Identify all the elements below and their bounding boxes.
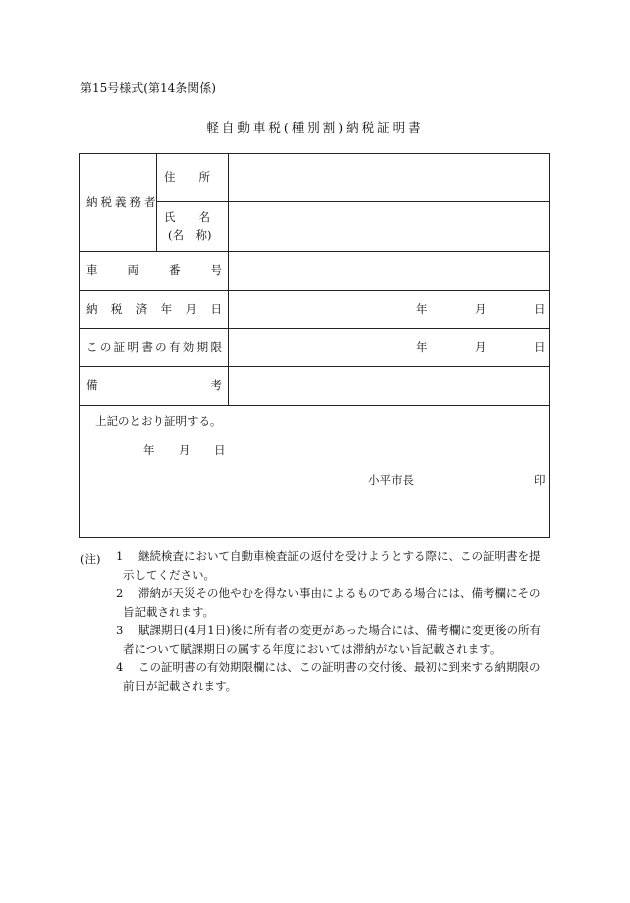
label-char: 車 xyxy=(86,263,98,277)
validity-month: 月 xyxy=(475,340,487,354)
row-divider xyxy=(79,251,550,252)
label-char: 効 xyxy=(182,340,195,354)
label-char: 限 xyxy=(210,340,222,354)
note-number: 1 xyxy=(116,549,124,563)
note-text: 継続検査において自動車検査証の返付を受けようとする際に、この証明書を提 xyxy=(138,549,541,563)
note-text: 賦課期日(4月1日)後に所有者の変更があった場合には、備考欄に変更後の所有 xyxy=(138,623,541,637)
label-char: 期 xyxy=(196,340,209,354)
taxpayer-label: 納税義務者 xyxy=(86,195,159,209)
payment-date-label xyxy=(86,304,222,316)
note-number: 4 xyxy=(116,660,124,674)
row-divider xyxy=(79,290,550,291)
note-text-continued: 示してください。 xyxy=(123,568,215,582)
label-char: 納 xyxy=(86,302,98,316)
vehicle-number-label xyxy=(86,265,222,277)
address-label: 住 所 xyxy=(164,170,210,184)
certification-statement: 上記のとおり証明する。 xyxy=(95,414,222,428)
row-divider xyxy=(79,405,550,406)
row-divider xyxy=(79,328,550,329)
label-char: 号 xyxy=(210,263,222,277)
label-char: の xyxy=(99,340,112,354)
name-sub-label: (名 称) xyxy=(168,228,212,242)
label-char: 証 xyxy=(113,340,126,354)
label-char: 年 xyxy=(160,302,173,316)
note-text-continued: 旨記載されます。 xyxy=(123,605,215,619)
validity-day: 日 xyxy=(534,340,546,354)
name-label: 氏 名 xyxy=(164,210,210,224)
notes-label: (注) xyxy=(80,552,101,566)
label-char: 明 xyxy=(127,340,139,354)
note-text: 滞納が天災その他やむを得ない事由によるものである場合には、備考欄にその xyxy=(138,586,541,600)
label-char: 有 xyxy=(168,340,181,354)
remarks-label xyxy=(86,380,222,392)
label-char: 両 xyxy=(127,263,139,277)
validity-year: 年 xyxy=(416,340,428,354)
cert-date-day: 日 xyxy=(214,443,226,457)
note-text-continued: 前日が記載されます。 xyxy=(123,679,238,693)
seal-mark: 印 xyxy=(534,473,546,487)
label-char: 考 xyxy=(210,378,222,392)
cert-date-month: 月 xyxy=(179,443,191,457)
label-char: の xyxy=(155,340,167,354)
mayor-title: 小平市長 xyxy=(368,473,414,487)
note-text: この証明書の有効期限欄には、この証明書の交付後、最初に到来する納期限の xyxy=(138,660,541,674)
label-char: 税 xyxy=(110,302,123,316)
cert-date-year: 年 xyxy=(143,443,155,457)
label-char: 備 xyxy=(86,378,98,392)
label-char: 月 xyxy=(185,302,198,316)
form-number: 第15号様式(第14条関係) xyxy=(80,81,216,95)
label-char: 書 xyxy=(141,340,153,354)
address-row-divider xyxy=(156,201,550,202)
document-title: 軽自動車税(種別割)納税証明書 xyxy=(206,120,424,135)
note-text-continued: 者について賦課期日の属する年度においては滞納がない旨記載されます。 xyxy=(123,642,502,656)
payment-date-day: 日 xyxy=(534,302,546,316)
payment-date-month: 月 xyxy=(475,302,487,316)
label-char: 日 xyxy=(210,302,222,316)
label-column-divider xyxy=(228,153,229,405)
label-char: こ xyxy=(86,340,98,354)
payment-date-year: 年 xyxy=(416,302,428,316)
note-number: 2 xyxy=(116,586,124,600)
label-char: 済 xyxy=(135,302,148,316)
validity-label xyxy=(86,342,222,354)
label-char: 番 xyxy=(169,263,181,277)
row-divider xyxy=(79,366,550,367)
note-number: 3 xyxy=(116,623,124,637)
